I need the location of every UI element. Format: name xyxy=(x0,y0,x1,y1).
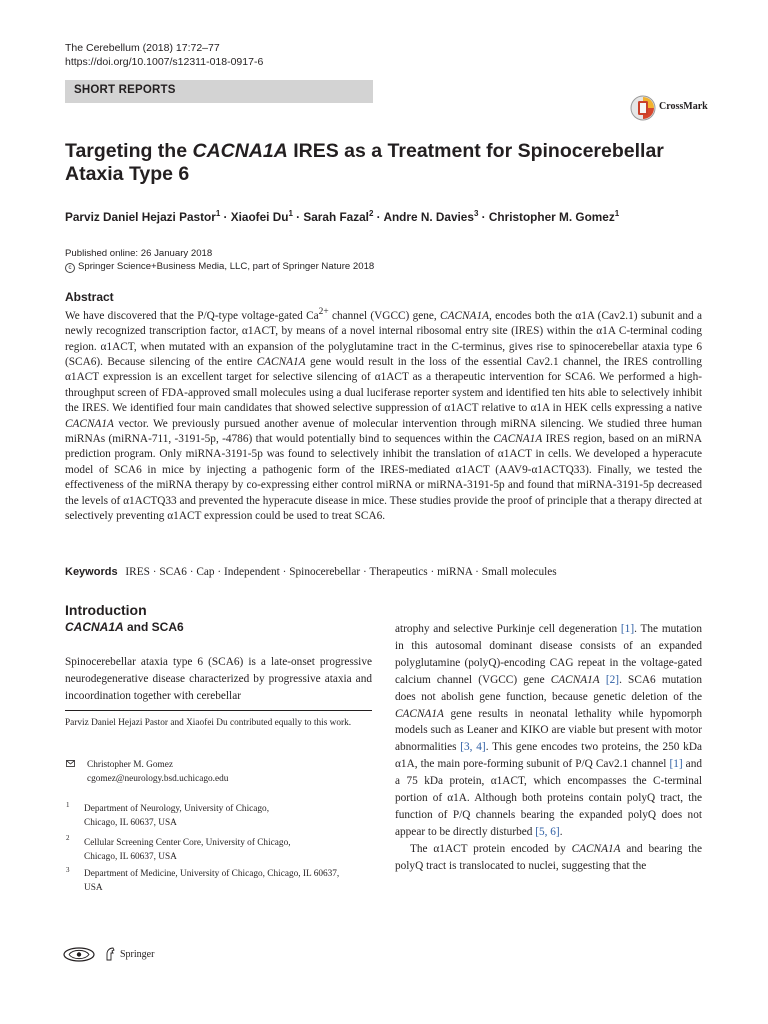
intro-right-column: atrophy and selective Purkinje cell degeneration [1]. The mutation in this autosomal dominant disease consists of an expanded polyglutamine (polyQ)-encoding CAG repeat in the voltage-gated calcium channel (VGCC) gene CACNA1A [2]. SCA6 mutation does not abolish gene function, because genetic deletion of the CACNA1A gene results in neonatal lethality while hypomorph models such as Leaner and KIKO are viable but present with motor abnormalities [3, 4]. This gene encodes two proteins, the 250 kDa α1A, the main pore-forming subunit of P/Q Cav2.1 channel [1] and a 75 kDa protein, α1ACT, which encompasses the C-terminal portion of α1A. Although both proteins contain polyQ tract, the function of P/Q channels bearing the expanded polyQ does not appear to be directly disturbed [5, 6]. The α1ACT protein encoded by CACNA1A and bearing the polyQ tract is translocated to nuclei, suggesting that the xyxy=(395,623,703,872)
springer-horse-icon xyxy=(104,947,116,961)
publisher-name: Springer xyxy=(120,949,155,960)
affiliation-3: Department of Medicine, University of Chicago, Chicago, IL 60637, USA xyxy=(84,869,340,893)
affiliation-number: 2 xyxy=(66,834,70,842)
keyword: SCA6 xyxy=(159,566,187,578)
keyword: Cap xyxy=(196,566,215,578)
author-name: Christopher M. Gomez xyxy=(488,209,615,224)
author-name: Sarah Fazal xyxy=(303,209,369,224)
keywords: Keywords IRES · SCA6 · Cap · Independent · Spinocerebellar · Therapeutics · miRNA · Small molecules xyxy=(65,566,557,578)
keywords-heading: Keywords xyxy=(65,566,118,578)
intro-left-paragraph: Spinocerebellar ataxia type 6 (SCA6) is a late-onset progressive neurodegenerative disease characterized by progressive ataxia and incoordination together with cerebellar xyxy=(65,656,372,702)
affiliation-number: 3 xyxy=(66,866,70,874)
author-name: Parviz Daniel Hejazi Pastor xyxy=(65,209,216,224)
citation-link[interactable]: [2] xyxy=(605,673,620,686)
keyword: Spinocerebellar xyxy=(289,566,361,578)
crossmark-label: CrossMark xyxy=(659,101,708,112)
copyright-line: c Springer Science+Business Media, LLC, part of Springer Nature 2018 xyxy=(65,260,374,273)
citation-link[interactable]: [1] xyxy=(620,623,635,635)
affiliation-2: Cellular Screening Center Core, University of Chicago, Chicago, IL 60637, USA xyxy=(84,838,291,862)
keyword: Independent xyxy=(223,566,280,578)
keyword: Small molecules xyxy=(481,566,557,578)
publication-date: Published online: 26 January 2018 xyxy=(65,248,213,259)
corresponding-author: Christopher M. Gomez xyxy=(87,760,173,770)
abstract-heading: Abstract xyxy=(65,290,114,304)
author-list: Parviz Daniel Hejazi Pastor$^1$ · Xiaofei $Du^1$ · Sarah Fazal$^2$ · Andre N. Davies$^3$ · Christopher M. Gomez$^1$ xyxy=(65,209,620,224)
affiliation-1: Department of Neurology, University of Chicago, Chicago, IL 60637, USA xyxy=(84,804,270,828)
abstract-text: We have discovered that the P/Q-type voltage-gated $Ca^{2+}$ channel (VGCC) gene, CACNA1A, encodes both the α1A (Cav2.1) subunit and a newly recognized transcription factor, α1ACT, by means of a novel internal ribosomal entry site (IRES) within the α1A C-terminal coding region. α1ACT, when mutated with an expansion of the polyglutamine tract in the C-terminus, gives rise to spinocerebellar ataxia type 6 (SCA6). Because silencing of the entire CACNA1A gene would result in the loss of the essential Cav2.1 channel, the IRES controlling α1ACT expression is an excellent target for selective silencing of α1ACT as a therapeutic intervention for SCA6. We performed a high-throughput screen of FDA-approved small molecules using a dual luciferase reporter system and identified ten hits able to selectively inhibit the IRES. We identified four main candidates that showed selective suppression of α1ACT relative to α1A in HEK cells expressing a native CACNA1A vector. We previously pursued another avenue of molecular intervention through miRNA silencing. We studied three human miRNAs (miRNA-711, -3191-5p, -4786) that would potentially bind to sequences within the CACNA1A IRES region, based on an miRNA prediction program. Only miRNA-3191-5p was found to selectively inhibit the translation of α1ACT in cells. We developed a hyperacute model of SCA6 in mice by injecting a pathogenic form of the IRES-mediated α1ACT (AAV9-α1ACTQ33). Finally, we tested the effectiveness of the miRNA therapy by co-expressing either control miRNA or miRNA-3191-5p and found that miRNA-3191-5p decreased the levels of α1ACTQ33 and prevented the hyperacute disease in mice. These studies provide the proof of principle that a therapy directed at selectively preventing α1ACT expression could be used to treat SCA6. xyxy=(65,307,703,523)
citation-link[interactable]: [1] xyxy=(669,758,683,771)
section-banner xyxy=(65,80,373,103)
article-title: Targeting the CACNA1A IRES as a Treatment for Spinocerebellar Ataxia Type 6 xyxy=(65,140,664,185)
doi-link[interactable]: https://doi.org/10.1007/s12311-018-0917-6 xyxy=(65,56,264,68)
intro-subheading: CACNA1A and SCA6 xyxy=(65,620,184,634)
author-name: Andre N. Davies xyxy=(383,209,474,224)
citation-link[interactable]: [3, 4] xyxy=(460,741,486,754)
keyword: miRNA xyxy=(437,566,473,578)
corresponding-email[interactable]: cgomez@neurology.bsd.uchicago.edu xyxy=(87,774,229,784)
copyright-icon: c xyxy=(65,263,75,273)
section-label: SHORT REPORTS xyxy=(74,84,176,96)
equal-contribution-note: Parviz Daniel Hejazi Pastor and Xiaofei Du contributed equally to this work. xyxy=(65,718,352,728)
author-name: Xiaofei Du xyxy=(230,209,289,224)
citation-link[interactable]: [5, 6] xyxy=(535,825,560,838)
envelope-icon xyxy=(66,760,75,767)
keyword: Therapeutics xyxy=(369,566,428,578)
affiliation-number: 1 xyxy=(66,801,70,809)
footnote-divider xyxy=(65,710,372,711)
journal-citation: The Cerebellum (2018) 17:72–77 xyxy=(65,42,220,54)
crossmark-icon xyxy=(630,95,656,121)
intro-heading: Introduction xyxy=(65,602,147,618)
crossmark-badge[interactable] xyxy=(630,95,735,121)
sagc-logo-icon xyxy=(63,947,95,962)
keyword: IRES xyxy=(125,566,150,578)
